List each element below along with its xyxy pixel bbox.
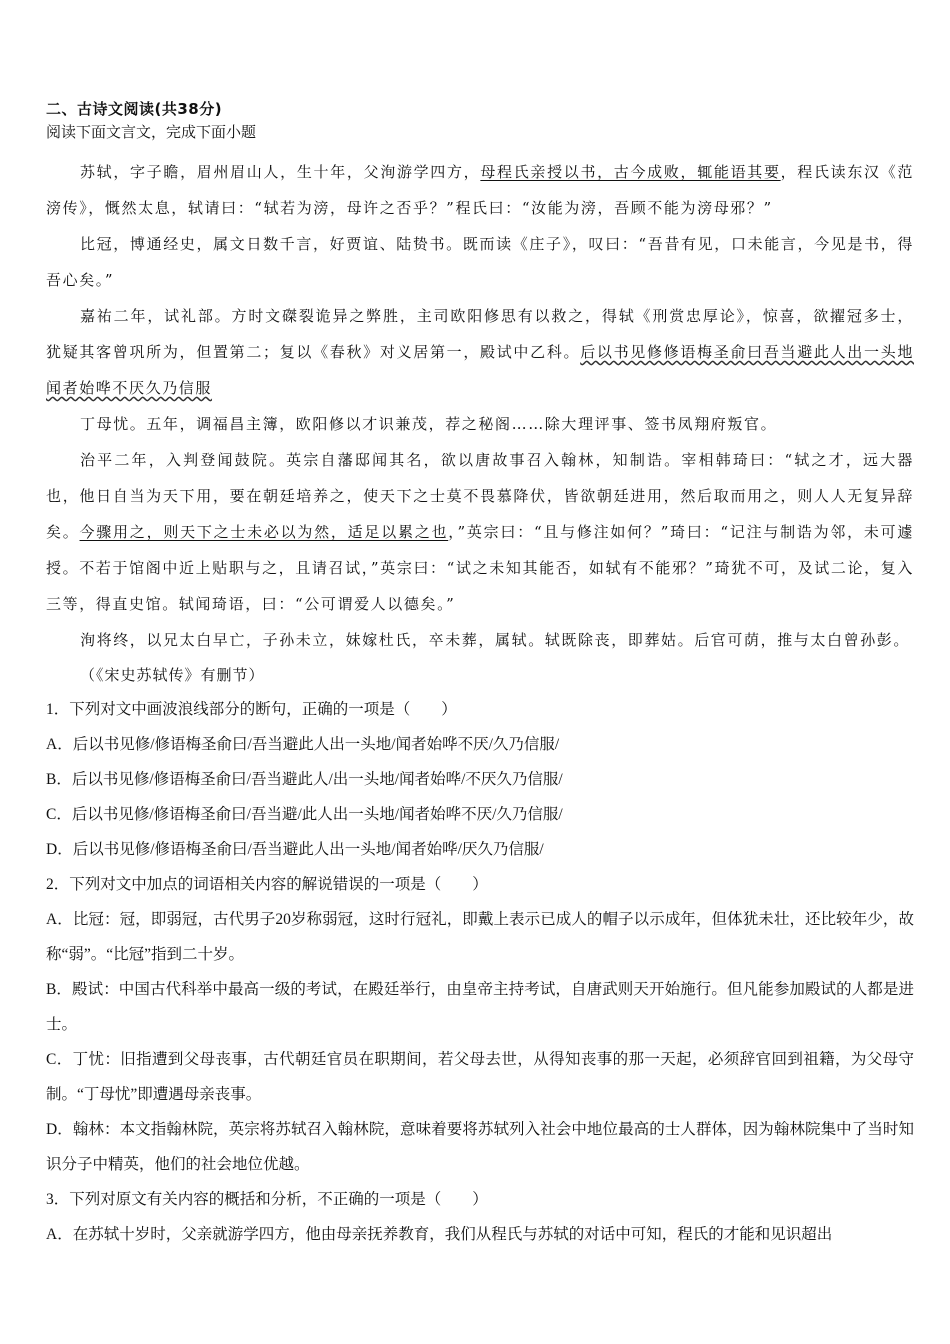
question-2-option-b: B．殿试：中国古代科举中最高一级的考试，在殿廷举行，由皇帝主持考试，自唐武则天开始施行。但凡能参加殿试的人都是进士。 (46, 981, 914, 1033)
passage-text: 嘉祐二年，试礼部。方时文磔裂诡异之弊胜，主司欧阳修思有以救之，得轼《刑赏忠厚论》，惊喜，欲擢冠多士，犹疑其客曾巩所为，但置第二；复以《春秋》对义居第一，殿试中乙科。 (46, 307, 914, 361)
passage-paragraph-5 (46, 442, 914, 622)
passage-text: ，”英宗曰：“且与修注如何？”琦曰：“记注与制诰为邻，未可遽授。不若于馆阁中近上贴职与之，且请召试，”英宗曰：“试之未知其能否，如轼有不能邪？”琦犹不可，及试二论，复入三等，得直史馆。轼闻琦语，曰：“公可谓爱人以德矣。” (46, 523, 915, 613)
passage-text: 苏轼，字子瞻，眉州眉山人，生十年，父洵游学四方， (80, 163, 481, 181)
classical-passage (46, 154, 914, 692)
question-3-option-a: A．在苏轼十岁时，父亲就游学四方，他由母亲抚养教育，我们从程氏与苏轼的对话中可知，程氏的才能和见识超出 (46, 1226, 833, 1243)
passage-text: 治平二年，入判登闻鼓院。英宗自藩邸闻其名，欲以唐故事召入翰林，知制诰。宰相韩琦曰：“轼之才，远大器也，他日自当为天下用，要在朝廷培养之，使天下之士莫不畏慕降伏，皆欲朝廷进用，然后取而用之，则人人无复异辞矣。 (46, 451, 914, 541)
section-title: 二、古诗文阅读(共38分) (46, 100, 223, 118)
question-2-option-c: C．丁忧：旧指遭到父母丧事，古代朝廷官员在职期间，若父母去世，从得知丧事的那一天起，必须辞官回到祖籍，为父母守制。“丁母忧”即遭遇母亲丧事。 (46, 1051, 914, 1103)
passage-paragraph-1 (46, 154, 914, 226)
section-instruction: 阅读下面文言文，完成下面小题 (46, 123, 257, 141)
exam-page (46, 98, 914, 1252)
question-list (46, 692, 914, 1252)
question-1-stem: 1．下列对文中画波浪线部分的断句，正确的一项是（ ） (46, 701, 457, 718)
question-1-option-c: C．后以书见修/修语梅圣俞曰/吾当避/此人出一头地/闻者始哗不厌/久乃信服/ (46, 806, 563, 823)
passage-paragraph-4: 丁母忧。五年，调福昌主簿，欧阳修以才识兼茂，荐之秘阁……除大理评事、签书凤翔府叛官。 (80, 415, 778, 433)
question-1-option-a: A．后以书见修/修语梅圣俞曰/吾当避此人出一头地/闻者始哗不厌/久乃信服/ (46, 736, 560, 753)
passage-paragraph-2: 比冠，博通经史，属文日数千言，好贾谊、陆贽书。既而读《庄子》，叹曰：“吾昔有见，口未能言，今见是书，得吾心矣。” (46, 235, 914, 289)
wavy-underlined-sentence: 后以书见修修语梅圣俞曰吾当避此人出一头地闻者始哗不厌久乃信服 (46, 343, 914, 397)
question-1-option-b: B．后以书见修/修语梅圣俞曰/吾当避此人/出一头地/闻者始哗/不厌久乃信服/ (46, 771, 563, 788)
passage-source: （《宋史苏轼传》有删节） (80, 666, 265, 684)
passage-text: ，程氏读东汉《范滂传》，慨然太息，轼请曰：“轼若为滂，母许之否乎？”程氏曰：“汝能为滂，吾顾不能为滂母邪？” (46, 163, 914, 217)
question-1-option-d: D．后以书见修/修语梅圣俞曰/吾当避此人出一头地/闻者始哗/厌久乃信服/ (46, 841, 544, 858)
underlined-sentence: 母程氏亲授以书，古今成败，辄能语其要 (480, 163, 781, 181)
underlined-sentence: 今骤用之，则天下之士未必以为然，适足以累之也 (79, 523, 449, 541)
passage-paragraph-6: 洵将终，以兄太白早亡，子孙未立，妹嫁杜氏，卒未葬，属轼。轼既除丧，即葬姑。后官可荫，推与太白曾孙彭。 (80, 631, 911, 649)
question-2-option-a: A．比冠：冠，即弱冠，古代男子20岁称弱冠，这时行冠礼，即戴上表示已成人的帽子以示成年，但体犹未壮，还比较年少，故称“弱”。“比冠”指到二十岁。 (46, 911, 914, 963)
question-3-stem: 3．下列对原文有关内容的概括和分析，不正确的一项是（ ） (46, 1191, 488, 1208)
passage-paragraph-3 (46, 298, 914, 406)
question-2-stem: 2．下列对文中加点的词语相关内容的解说错误的一项是（ ） (46, 876, 488, 893)
question-2-option-d: D．翰林：本文指翰林院，英宗将苏轼召入翰林院，意味着要将苏轼列入社会中地位最高的士人群体，因为翰林院集中了当时知识分子中精英，他们的社会地位优越。 (46, 1121, 914, 1173)
